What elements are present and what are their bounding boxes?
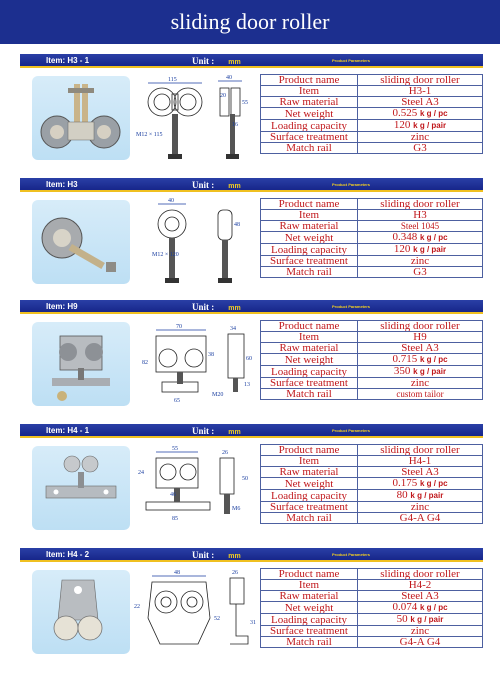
value-product-name: sliding door roller [358, 445, 483, 456]
value-match-rail: G4-A G4 [358, 513, 483, 524]
loading-unit: k g / pair [413, 245, 447, 254]
label-loading-capacity: Loading capacity [261, 120, 358, 132]
dim-bolt: M12 × 115 [136, 132, 163, 138]
dim-arm: 31 [250, 620, 256, 626]
net-weight-number: 0.348 [392, 231, 418, 243]
dim-wheel: 38 [208, 352, 214, 358]
value-item: H4-1 [358, 456, 483, 467]
label-match-rail: Match rail [261, 389, 358, 400]
label-loading-capacity: Loading capacity [261, 244, 358, 256]
label-product-name: Product name [261, 569, 358, 580]
label-net-weight: Net weight [261, 232, 358, 244]
value-surface-treatment: zinc [358, 132, 483, 143]
product-parameters-label: Product Parameters [332, 58, 371, 63]
label-net-weight: Net weight [261, 354, 358, 366]
parameters-table [260, 320, 483, 400]
label-raw-material: Raw material [261, 97, 358, 108]
value-surface-treatment: zinc [358, 626, 483, 637]
label-loading-capacity: Loading capacity [261, 490, 358, 502]
loading-unit: k g / pair [413, 367, 447, 376]
page-title: sliding door roller [0, 0, 500, 44]
unit-value: mm [228, 305, 241, 312]
label-surface-treatment: Surface treatment [261, 626, 358, 637]
dim-height: 48 [234, 222, 240, 228]
dim-gap: 16 [232, 122, 238, 128]
unit-value: mm [228, 429, 241, 436]
section-header [20, 548, 483, 562]
dim-base: 65 [174, 398, 180, 404]
product-parameters-label: Product Parameters [332, 304, 371, 309]
loading-number: 120 [393, 243, 411, 255]
product-photo [32, 446, 130, 530]
section-header [20, 300, 483, 314]
dim-wheel: 22 [134, 604, 140, 610]
dim-height: 55 [242, 100, 248, 106]
item-heading: Item: H4 - 1 [46, 426, 90, 435]
label-item: Item [261, 86, 358, 97]
product-parameters-label: Product Parameters [332, 552, 371, 557]
technical-drawing [132, 320, 260, 410]
label-product-name: Product name [261, 75, 358, 86]
net-weight-number: 0.525 [392, 107, 418, 119]
value-match-rail: custom tailor [358, 389, 483, 400]
dim-depth: 26 [232, 570, 238, 576]
parameters-table [260, 568, 483, 648]
product-section-h3 [20, 178, 483, 292]
roller-photo-icon [32, 446, 130, 530]
unit-label [192, 178, 241, 194]
loading-unit: k g / pair [413, 121, 447, 130]
label-item: Item [261, 580, 358, 591]
value-raw-material: Steel A3 [358, 591, 483, 602]
unit-value: mm [228, 553, 241, 560]
dim-width: 48 [174, 570, 180, 576]
label-item: Item [261, 210, 358, 221]
roller-photo-icon [32, 322, 130, 406]
label-match-rail: Match rail [261, 143, 358, 154]
value-match-rail: G4-A G4 [358, 637, 483, 648]
product-parameters-label: Product Parameters [332, 182, 371, 187]
label-match-rail: Match rail [261, 267, 358, 278]
net-weight-unit: k g / pc [419, 479, 448, 488]
net-weight-unit: k g / pc [419, 355, 448, 364]
net-weight-number: 0.715 [392, 353, 418, 365]
label-raw-material: Raw material [261, 591, 358, 602]
label-net-weight: Net weight [261, 108, 358, 120]
item-heading: Item: H9 [46, 302, 78, 311]
value-net-weight [358, 354, 483, 366]
item-heading: Item: H3 [46, 180, 78, 189]
value-loading-capacity [358, 614, 483, 626]
section-header [20, 178, 483, 192]
technical-drawing [132, 74, 260, 164]
loading-number: 350 [393, 365, 411, 377]
label-raw-material: Raw material [261, 343, 358, 354]
value-loading-capacity [358, 244, 483, 256]
dim-depth: 34 [230, 326, 236, 332]
product-section-h9 [20, 300, 483, 414]
technical-drawing [132, 568, 260, 658]
value-loading-capacity [358, 490, 483, 502]
product-section-h4-1 [20, 424, 483, 538]
dim-height: 50 [242, 476, 248, 482]
dim-height: 52 [214, 616, 220, 622]
label-raw-material: Raw material [261, 467, 358, 478]
label-item: Item [261, 456, 358, 467]
net-weight-unit: k g / pc [419, 233, 448, 242]
label-match-rail: Match rail [261, 513, 358, 524]
label-match-rail: Match rail [261, 637, 358, 648]
product-photo [32, 322, 130, 406]
label-product-name: Product name [261, 321, 358, 332]
unit-label [192, 300, 241, 316]
value-raw-material: Steel A3 [358, 467, 483, 478]
dim-wheel: 24 [138, 470, 144, 476]
technical-drawing [132, 444, 260, 534]
unit-value: mm [228, 59, 241, 66]
unit-label-text: Unit : [192, 56, 215, 66]
dim-bolt: M12 × 120 [152, 252, 179, 258]
value-net-weight [358, 108, 483, 120]
label-net-weight: Net weight [261, 602, 358, 614]
value-net-weight [358, 232, 483, 244]
product-photo [32, 570, 130, 654]
value-item: H4-2 [358, 580, 483, 591]
value-product-name: sliding door roller [358, 75, 483, 86]
dim-width: 70 [176, 324, 182, 330]
label-product-name: Product name [261, 445, 358, 456]
unit-value: mm [228, 183, 241, 190]
loading-unit: k g / pair [410, 615, 444, 624]
value-item: H3 [358, 210, 483, 221]
roller-photo-icon [32, 570, 130, 654]
net-weight-unit: k g / pc [419, 603, 448, 612]
dim-bolt: M6 [232, 506, 241, 512]
label-surface-treatment: Surface treatment [261, 378, 358, 389]
product-photo [32, 200, 130, 284]
dim-base: 85 [172, 516, 178, 522]
section-header [20, 54, 483, 68]
dim-side: 60 [246, 356, 252, 362]
parameters-table [260, 198, 483, 278]
value-product-name: sliding door roller [358, 321, 483, 332]
label-surface-treatment: Surface treatment [261, 256, 358, 267]
value-raw-material: Steel A3 [358, 343, 483, 354]
dim-wheel: 20 [220, 93, 226, 99]
product-section-h3-1 [20, 54, 483, 168]
value-item: H3-1 [358, 86, 483, 97]
label-surface-treatment: Surface treatment [261, 132, 358, 143]
net-weight-number: 0.074 [392, 601, 418, 613]
value-net-weight [358, 602, 483, 614]
section-header [20, 424, 483, 438]
unit-label [192, 548, 241, 564]
loading-number: 50 [396, 613, 408, 625]
value-product-name: sliding door roller [358, 199, 483, 210]
technical-drawing [132, 198, 260, 288]
product-section-h4-2 [20, 548, 483, 662]
label-loading-capacity: Loading capacity [261, 614, 358, 626]
value-net-weight [358, 478, 483, 490]
label-net-weight: Net weight [261, 478, 358, 490]
value-loading-capacity [358, 366, 483, 378]
unit-label-text: Unit : [192, 550, 215, 560]
value-raw-material: Steel 1045 [358, 221, 483, 232]
product-parameters-label: Product Parameters [332, 428, 371, 433]
unit-label-text: Unit : [192, 426, 215, 436]
label-surface-treatment: Surface treatment [261, 502, 358, 513]
item-heading: Item: H4 - 2 [46, 550, 90, 559]
value-surface-treatment: zinc [358, 378, 483, 389]
unit-label-text: Unit : [192, 302, 215, 312]
dim-width: 115 [168, 77, 177, 83]
label-item: Item [261, 332, 358, 343]
value-item: H9 [358, 332, 483, 343]
loading-number: 80 [396, 489, 408, 501]
label-product-name: Product name [261, 199, 358, 210]
dim-width: 55 [172, 446, 178, 452]
product-photo [32, 76, 130, 160]
dim-bolt: M20 [212, 392, 224, 398]
value-product-name: sliding door roller [358, 569, 483, 580]
parameters-table [260, 74, 483, 154]
loading-unit: k g / pair [410, 491, 444, 500]
roller-photo-icon [32, 200, 130, 284]
dim-inner: 46 [170, 492, 176, 498]
value-loading-capacity [358, 120, 483, 132]
dim-thread: 13 [244, 382, 250, 388]
unit-label [192, 54, 241, 70]
net-weight-number: 0.175 [392, 477, 418, 489]
net-weight-unit: k g / pc [419, 109, 448, 118]
label-loading-capacity: Loading capacity [261, 366, 358, 378]
loading-number: 120 [393, 119, 411, 131]
value-surface-treatment: zinc [358, 502, 483, 513]
dim-depth: 26 [222, 450, 228, 456]
roller-photo-icon [32, 76, 130, 160]
unit-label-text: Unit : [192, 180, 215, 190]
dim-width: 40 [168, 198, 174, 204]
label-raw-material: Raw material [261, 221, 358, 232]
dim-height: 82 [142, 360, 148, 366]
value-match-rail: G3 [358, 267, 483, 278]
parameters-table [260, 444, 483, 524]
item-heading: Item: H3 - 1 [46, 56, 90, 65]
value-raw-material: Steel A3 [358, 97, 483, 108]
value-match-rail: G3 [358, 143, 483, 154]
value-surface-treatment: zinc [358, 256, 483, 267]
dim-depth: 40 [226, 75, 232, 81]
unit-label [192, 424, 241, 440]
